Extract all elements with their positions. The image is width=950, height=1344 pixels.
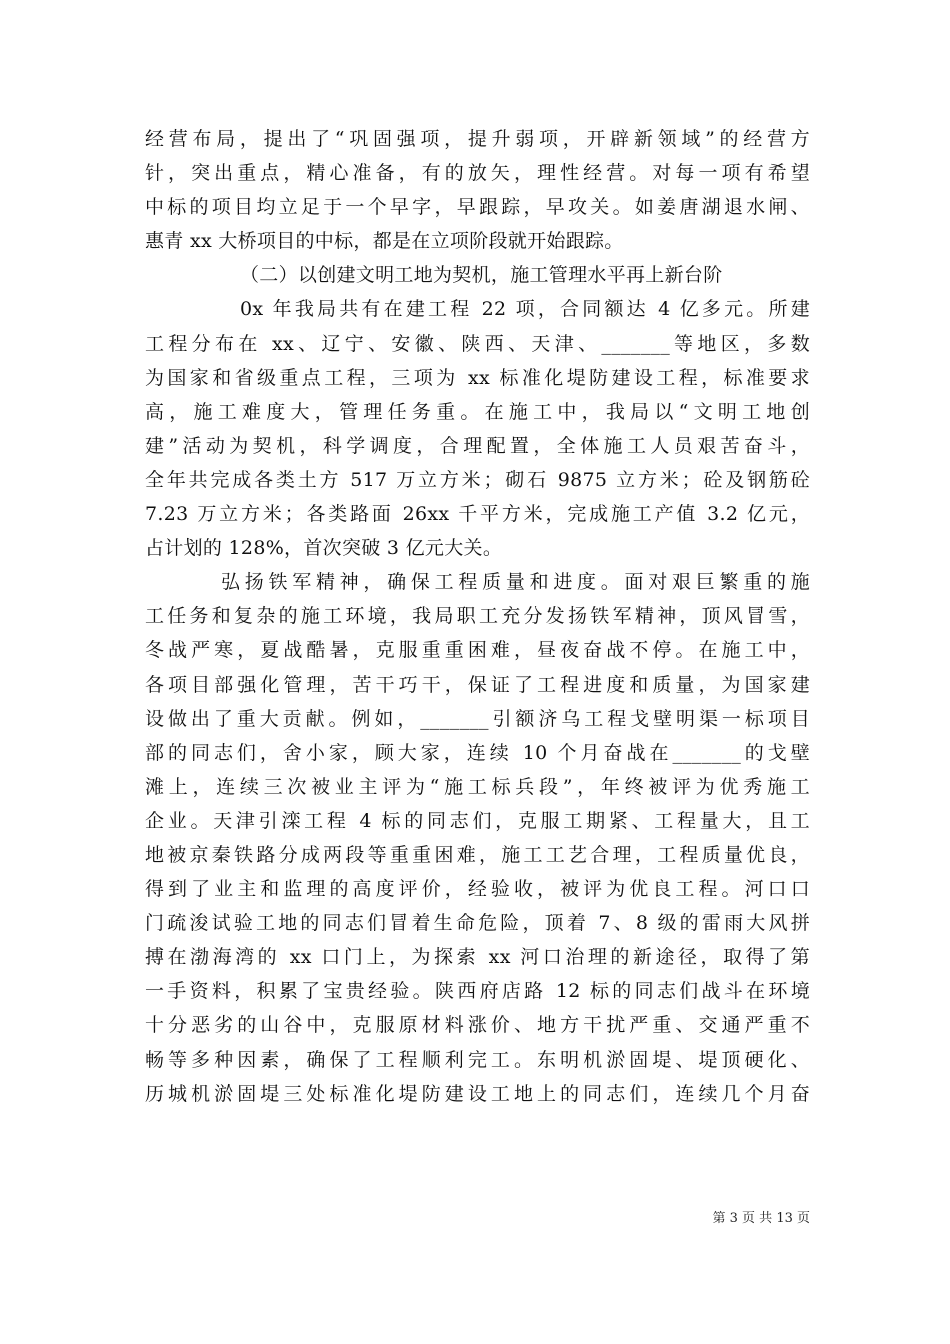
text-line: 惠青 xx 大桥项目的中标，都是在立项阶段就开始跟踪。 <box>145 230 624 253</box>
text-line: 滩上，连续三次被业主评为“施工标兵段”，年终被评为优秀施工 <box>145 775 810 798</box>
text-line: 中标的项目均立足于一个早字，早跟踪，早攻关。如姜唐湖退水闸、 <box>145 196 810 219</box>
text-line: 搏在渤海湾的 xx 口门上，为探索 xx 河口治理的新途径，取得了第 <box>145 946 810 969</box>
text-line: 0x 年我局共有在建工程 22 项，合同额达 4 亿多元。所建 <box>240 298 810 321</box>
text-line: 门疏浚试验工地的同志们冒着生命危险，顶着 7、8 级的雷雨大风拼 <box>145 912 810 935</box>
paragraph-iron-army-spirit <box>145 565 810 1111</box>
text-line: 十分恶劣的山谷中，克服原材料涨价、地方干扰严重、交通严重不 <box>145 1014 810 1037</box>
text-line: 设做出了重大贡献。例如，_______引额济乌工程戈壁明渠一标项目 <box>145 707 810 730</box>
text-line: 高，施工难度大，管理任务重。在施工中，我局以“文明工地创 <box>145 400 810 423</box>
text-line: 占计划的 128%，首次突破 3 亿元大关。 <box>145 537 503 560</box>
text-line: 工程分布在 xx、辽宁、安徽、陕西、天津、_______等地区，多数 <box>145 332 810 355</box>
heading-line: （二）以创建文明工地为契机，施工管理水平再上新台阶 <box>240 264 723 287</box>
section-heading <box>145 258 810 292</box>
paragraph-construction-summary <box>145 292 810 565</box>
text-line: 各项目部强化管理，苦干巧干，保证了工程进度和质量，为国家建 <box>145 673 810 696</box>
text-line: 企业。天津引滦工程 4 标的同志们，克服工期紧、工程量大，且工 <box>145 809 810 832</box>
text-line: 弘扬铁军精神，确保工程质量和进度。面对艰巨繁重的施 <box>221 571 810 594</box>
text-line: 地被京秦铁路分成两段等重重困难，施工工艺合理，工程质量优良， <box>145 843 810 866</box>
paragraph-business-layout <box>145 122 810 258</box>
text-line: 畅等多种因素，确保了工程顺利完工。东明机淤固堤、堤顶硬化、 <box>145 1048 810 1071</box>
text-line: 针，突出重点，精心准备，有的放矢，理性经营。对每一项有希望 <box>145 162 810 185</box>
text-line: 一手资料，积累了宝贵经验。陕西府店路 12 标的同志们战斗在环境 <box>145 980 810 1003</box>
text-line: 为国家和省级重点工程，三项为 xx 标准化堤防建设工程，标准要求 <box>145 366 810 389</box>
text-line: 冬战严寒，夏战酷暑，克服重重困难，昼夜奋战不停。在施工中， <box>145 639 810 662</box>
text-line: 建”活动为契机，科学调度，合理配置，全体施工人员艰苦奋斗， <box>145 434 810 457</box>
text-line: 工任务和复杂的施工环境，我局职工充分发扬铁军精神，顶风冒雪， <box>145 605 810 628</box>
text-line: 全年共完成各类土方 517 万立方米；砌石 9875 立方米；砼及钢筋砼 <box>145 468 810 491</box>
text-line: 历城机淤固堤三处标准化堤防建设工地上的同志们，连续几个月奋 <box>145 1082 810 1105</box>
document-body <box>145 122 810 1111</box>
page-number-footer: 第 3 页 共 13 页 <box>712 1211 810 1226</box>
text-line: 7.23 万立方米；各类路面 26xx 千平方米，完成施工产值 3.2 亿元， <box>145 503 810 526</box>
text-line: 部的同志们，舍小家，顾大家，连续 10 个月奋战在_______的戈壁 <box>145 741 810 764</box>
text-line: 经营布局，提出了“巩固强项，提升弱项，开辟新领域”的经营方 <box>145 128 810 150</box>
text-line: 得到了业主和监理的高度评价，经验收，被评为优良工程。河口口 <box>145 878 810 901</box>
